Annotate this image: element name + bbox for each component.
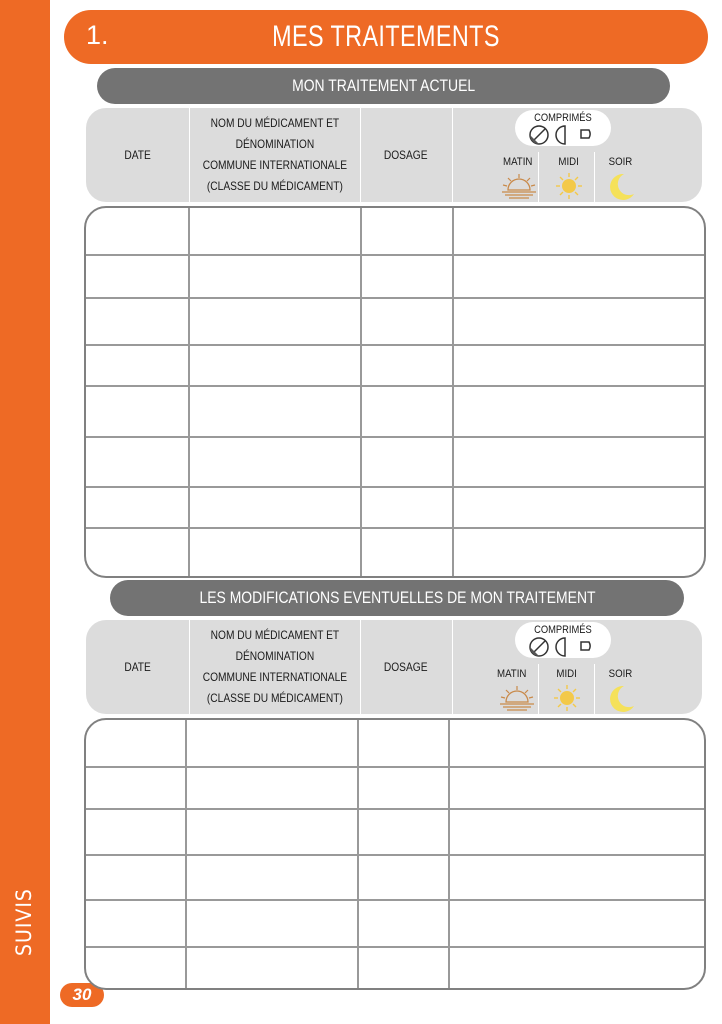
table-modifications [84, 718, 706, 990]
page-title: MES TRAITEMENTS [272, 20, 500, 53]
title-number: 1. [86, 20, 109, 50]
tablets-label: COMPRIMÉS [534, 624, 592, 636]
section-heading-current: MON TRAITEMENT ACTUEL [97, 68, 670, 104]
time-morning-label: MATIN [497, 668, 527, 680]
half-pill-icon [556, 638, 565, 656]
tablets-label: COMPRIMÉS [534, 112, 592, 124]
column-dosage: DOSAGE [384, 147, 428, 162]
whole-pill-icon [530, 126, 548, 144]
time-evening-label: SOIR [608, 156, 632, 168]
time-evening-label: SOIR [608, 668, 632, 680]
time-morning-label: MATIN [503, 156, 533, 168]
section-heading-modifications: LES MODIFICATIONS EVENTUELLES DE MON TRAITEMENT [110, 580, 684, 616]
tablets-legend [515, 622, 611, 658]
column-medication-name: NOM DU MÉDICAMENT ET DÉNOMINATION COMMUNE INTERNATIONALE (CLASSE DU MÉDICAMENT) [202, 116, 348, 193]
time-noon-label: MIDI [556, 668, 578, 680]
column-date: DATE [124, 147, 152, 162]
column-date: DATE [124, 659, 152, 674]
quarter-pill-icon [581, 642, 590, 650]
title-bar [64, 10, 708, 64]
whole-pill-icon [530, 638, 548, 656]
table-current [84, 206, 706, 578]
table-header-modifications [86, 620, 702, 714]
table-header-current [86, 108, 702, 202]
moon-icon [606, 684, 636, 714]
page-number: 30 [60, 983, 104, 1007]
sunrise-icon [498, 684, 536, 712]
sidebar-label: SUIVIS [12, 888, 36, 956]
sunrise-icon [500, 172, 538, 200]
moon-icon [606, 172, 636, 202]
sun-icon [552, 684, 582, 712]
half-pill-icon [556, 126, 565, 144]
tablets-legend [515, 110, 611, 146]
column-dosage: DOSAGE [384, 659, 428, 674]
sun-icon [554, 172, 584, 200]
quarter-pill-icon [581, 130, 590, 138]
sidebar [0, 0, 50, 1024]
time-noon-label: MIDI [558, 156, 580, 168]
column-medication-name: NOM DU MÉDICAMENT ET DÉNOMINATION COMMUNE INTERNATIONALE (CLASSE DU MÉDICAMENT) [202, 628, 348, 705]
